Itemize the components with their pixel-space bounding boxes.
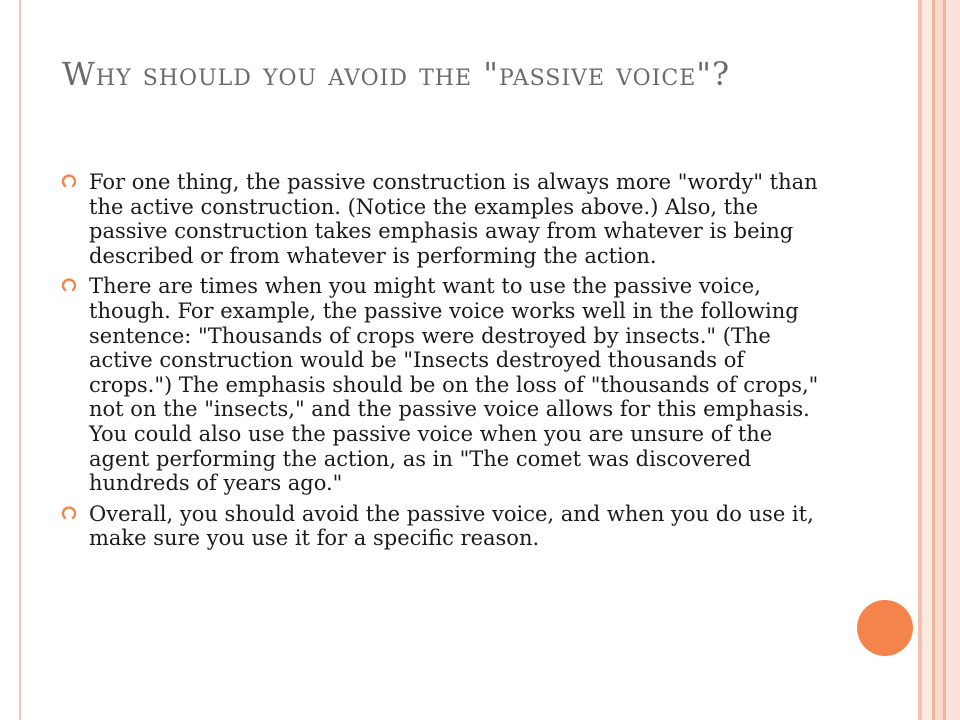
slide-title: Why should you avoid the "passive voice"? <box>62 55 731 93</box>
right-decorative-stripes <box>918 0 960 720</box>
bullet-list <box>62 170 832 557</box>
bullet-item <box>62 170 832 268</box>
bullet-text: There are times when you might want to use the passive voice, though. For example, the passive voice works well in the following sentence: "Thousands of crops were destroyed by insects." (The active construction would be "Insects destroyed thousands of crops.") The emphasis should be on the loss of "thousands of crops," not on the "insects," and the passive voice allows for this emphasis. You could also use the passive voice when you are unsure of the agent performing the action, as in "The comet was discovered hundreds of years ago." <box>89 274 819 496</box>
bullet-text: Overall, you should avoid the passive voice, and when you do use it, make sure you use it for a specific reason. <box>89 501 814 551</box>
stripe <box>922 0 932 720</box>
orange-arc-bullet-icon <box>62 278 76 292</box>
orange-arc-bullet-icon <box>62 174 76 188</box>
stripe <box>935 0 943 720</box>
orange-accent-circle <box>857 600 913 656</box>
stripe <box>946 0 960 720</box>
bullet-text: For one thing, the passive construction is always more "wordy" than the active construction. (Notice the examples above.) Also, the passive construction takes emphasis away from whatever is being described or from whatever is performing the action. <box>89 170 818 268</box>
left-border-line <box>19 0 21 720</box>
bullet-item <box>62 274 832 495</box>
orange-arc-bullet-icon <box>62 506 76 520</box>
bullet-item <box>62 502 832 551</box>
